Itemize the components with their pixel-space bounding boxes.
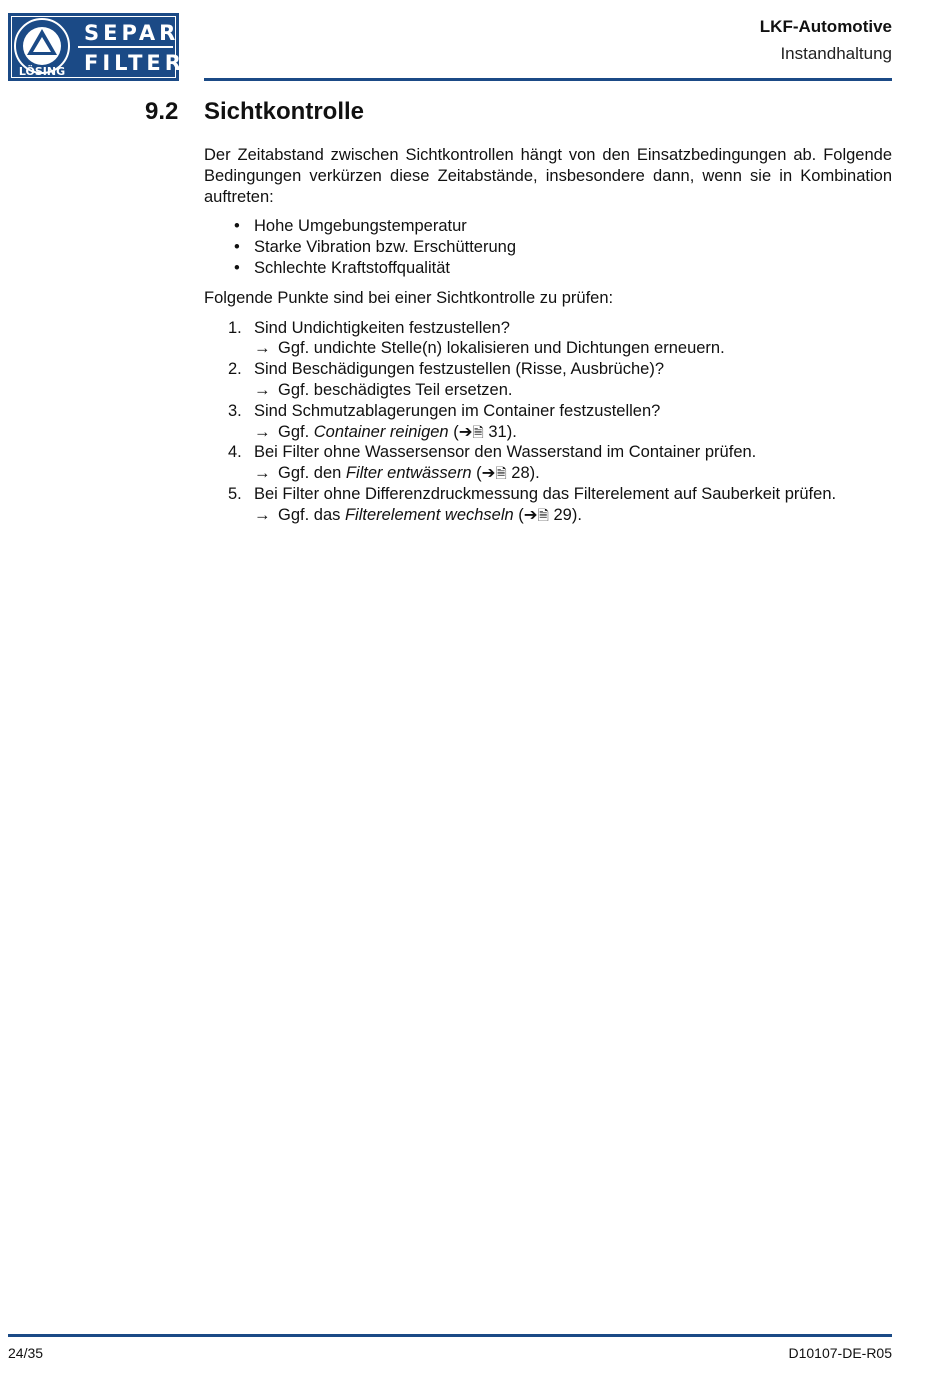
page-number: 24/35 — [8, 1345, 44, 1361]
step-action-text: Ggf. undichte Stelle(n) lokalisieren und Dichtungen erneuern. — [278, 339, 725, 358]
list-item — [204, 258, 892, 279]
section-number: 9.2 — [145, 98, 179, 125]
step-number: 5. — [228, 484, 242, 503]
bullet-text: Schlechte Kraftstoffqualität — [254, 258, 450, 277]
bullet-text: Starke Vibration bzw. Erschütterung — [254, 238, 517, 257]
header-title: LKF-Automotive — [759, 17, 892, 36]
step-action-prefix: Ggf. das — [278, 505, 345, 524]
step-item — [204, 401, 844, 443]
bullet-text: Hohe Umgebungstemperatur — [254, 217, 467, 236]
checklist-steps — [204, 318, 892, 526]
arrow-icon: → — [254, 339, 271, 358]
intro-paragraph: Der Zeitabstand zwischen Sichtkontrollen hängt von den Einsatzbedingungen ab. Folgende Bedingungen verkürzen diese Zeitabstände, insbesondere dann, wenn sie in Kombination auftreten: — [204, 146, 892, 206]
ref-page-number[interactable]: 29 — [548, 505, 572, 524]
ref-arrow-icon: ➔ — [523, 505, 538, 524]
bullet-icon: • — [234, 238, 240, 257]
step-action-text: Ggf. beschädigtes Teil ersetzen. — [278, 380, 513, 399]
ref-page-number[interactable]: 31 — [483, 422, 507, 441]
conditions-list — [204, 216, 892, 278]
step-text: Sind Beschädigungen festzustellen (Risse, Ausbrüche)? — [254, 360, 664, 379]
step-text: Sind Schmutzablagerungen im Container festzustellen? — [254, 401, 661, 420]
arrow-icon: → — [254, 505, 271, 524]
document-id: D10107-DE-R05 — [788, 1345, 892, 1361]
step-number: 4. — [228, 443, 242, 462]
ref-page-number[interactable]: 28 — [506, 464, 530, 483]
step-item — [204, 318, 844, 360]
arrow-icon: → — [254, 464, 271, 483]
step-item — [204, 484, 844, 526]
checklist-lead: Folgende Punkte sind bei einer Sichtkontrolle zu prüfen: — [204, 288, 614, 307]
step-number: 2. — [228, 360, 242, 379]
step-text: Sind Undichtigkeiten festzustellen? — [254, 318, 510, 337]
ref-close: ). — [506, 422, 517, 441]
step-number: 3. — [228, 401, 242, 420]
cross-reference-link[interactable]: Container reinigen — [313, 422, 449, 441]
logo-divider — [78, 46, 173, 48]
step-item — [204, 442, 844, 484]
page-icon: 🗎 — [537, 506, 549, 523]
section-body — [204, 145, 892, 526]
step-action — [254, 338, 844, 359]
step-item — [204, 359, 844, 401]
step-text: Bei Filter ohne Wassersensor den Wasserstand im Container prüfen. — [254, 443, 757, 462]
bullet-icon: • — [234, 217, 240, 236]
step-action — [254, 505, 844, 526]
arrow-icon: → — [254, 422, 271, 441]
step-action-prefix: Ggf. — [278, 422, 314, 441]
ref-open: ( — [448, 422, 459, 441]
ref-arrow-icon: ➔ — [481, 464, 496, 483]
logo-word-separ: SEPAR — [84, 21, 180, 45]
header-subtitle: Instandhaltung — [780, 44, 892, 63]
step-action — [254, 463, 844, 484]
logo-word-filter: FILTER — [84, 51, 185, 75]
step-action — [254, 380, 844, 401]
logo-ring-text: LÖSING — [18, 65, 66, 78]
arrow-icon: → — [254, 380, 271, 399]
cross-reference-link[interactable]: Filter entwässern — [345, 464, 472, 483]
list-item — [204, 237, 892, 258]
page-icon: 🗎 — [472, 423, 484, 440]
bullet-icon: • — [234, 258, 240, 277]
step-number: 1. — [228, 318, 242, 337]
step-action-prefix: Ggf. den — [278, 464, 346, 483]
cross-reference-link[interactable]: Filterelement wechseln — [344, 505, 514, 524]
footer-rule — [8, 1334, 892, 1337]
step-action — [254, 422, 844, 443]
ref-open: ( — [513, 505, 524, 524]
ref-close: ). — [571, 505, 582, 524]
ref-close: ). — [529, 464, 540, 483]
step-text: Bei Filter ohne Differenzdruckmessung das Filterelement auf Sauberkeit prüfen. — [254, 484, 837, 503]
page-icon: 🗎 — [495, 465, 507, 482]
ref-open: ( — [471, 464, 482, 483]
header-rule — [204, 78, 892, 81]
section-title: Sichtkontrolle — [204, 98, 365, 125]
separ-filter-logo — [8, 13, 185, 81]
ref-arrow-icon: ➔ — [458, 422, 473, 441]
list-item — [204, 216, 892, 237]
